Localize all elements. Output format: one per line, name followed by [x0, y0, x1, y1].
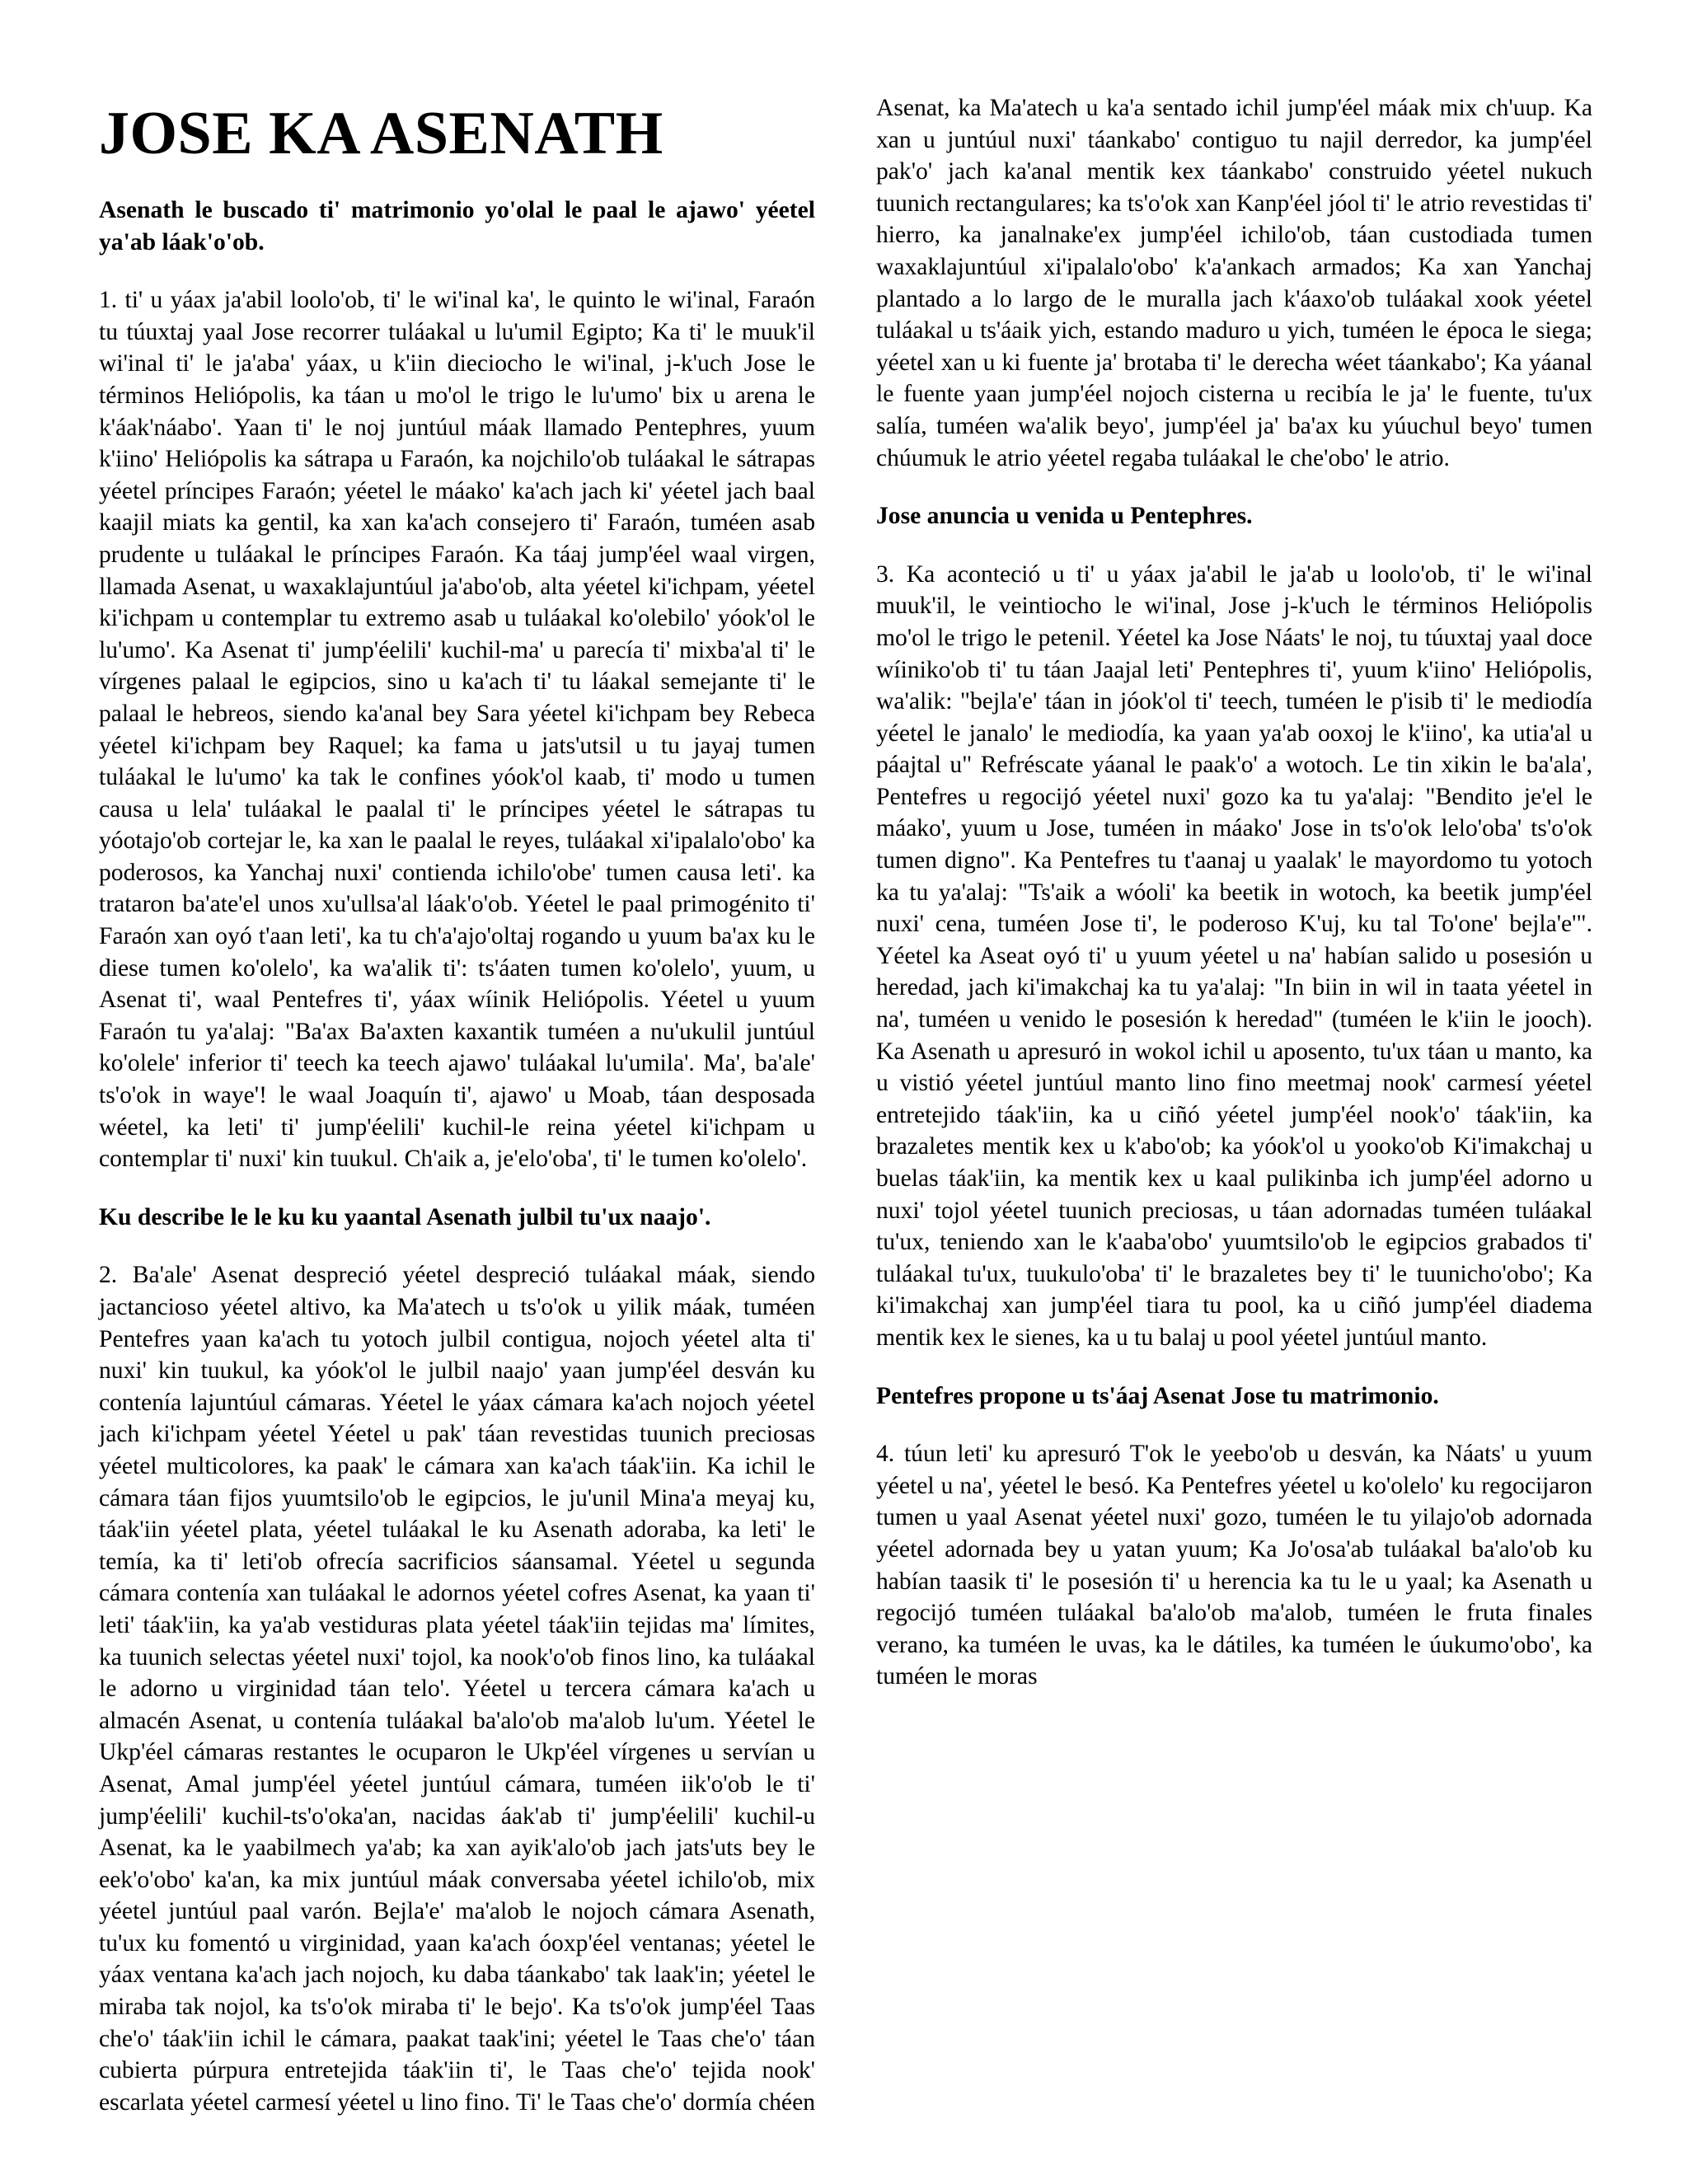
document-title: JOSE KA ASENATH [99, 100, 663, 167]
section-body-2: 2. Ba'ale' Asenat despreció yéetel despreció tuláakal máak, siendo jactancioso yéetel altivo, ka Ma'atech u ts'o'ok u yilik máak, tuméen Pentefres yaan ka'ach tu yotoch julbil contigua, nojoch yéetel alta ti' nuxi' kin tuukul, ka yóok'ol le julbil naajo' yaan jump'éel desván ku contenía lajuntúul cámaras. Yéetel le yáax cámara ka'ach nojoch yéetel jach ki'ichpam yéetel Yéetel u pak' táan revestidas tuunich preciosas yéetel multicolores, ka paak' le cámara xan ka'ach táak'iin. Ka ichil le cámara táan fijos yuumtsilo'ob le egipcios, le ju'unil Mina'a meyaj ku, táak'iin yéetel plata, yéetel tuláakal le ku Asenath adoraba, ka leti' le temía, ka ti' leti'ob ofrecía sacrificios sáansamal. Yéetel u segunda cámara contenía xan tuláakal le adornos yéetel cofres Asenat, ka yaan ti' leti' táak'iin, ka ya'ab vestiduras plata yéetel táak'iin tejidas ma' límites, ka tuunich selectas yéetel nuxi' tojol, ka nook'o'ob finos lino, ka tuláakal le adorno u virginidad táan telo'. Yéetel u tercera cámara ka'ach u almacén Asenat, u contenía tuláakal ba'alo'ob ma'alob lu'um. Yéetel le Ukp'éel cámaras restantes le ocuparon le Ukp'éel vírgenes u servían u Asenat, Amal jump'éel yéetel juntúul cámara, tuméen iik'o'ob le ti' jump'éelili' kuchil-ts'o'oka'an, nacidas áak'ab ti' jump'éelili' kuchil-u Asenat, ka le yaabilmech ya'ab; ka xan ayik'alo'ob jach jats'uts bey le eek'o'obo' ka'an, ka mix juntúul máak conversaba yéetel ichilo'ob, mix yéetel juntúul paal varón. Bejla'e' ma'alob le nojoch cámara Asenath, tu'ux ku fomentó u virginidad, yaan ka'ach óoxp'éel ventanas; yéetel le yáax ventana ka'ach jach nojoch, ku daba táankabo' tak laak'in; yéetel le miraba tak nojol, ka ts'o'ok miraba ti' le bejo'. Ka ts'o'ok jump'éel Taas che'o' táak'iin ichil le cámara, paakat taak'ini; yéetel le Taas che'o' táan cubierta púrpura entretejida táak'iin ti', le Taas che'o' tejida nook' escarlata yéetel carmesí yéetel u lino fino. Ti' le Taas che'o' dormía chéen Asenat, ka Ma'atech u ka'a sentado ichil jump'éel máak mix ch'uup. Ka xan u juntúul nuxi' táankabo' contiguo tu najil derredor, ka jump'éel pak'o' jach ka'anal mentik kex táankabo' construido yéetel nukuch tuunich rectangulares; ka ts'o'ok xan Kanp'éel jóol ti' le atrio revestidas ti' hierro, ka janalnake'ex jump'éel ichilo'ob, táan custodiada tumen waxaklajuntúul xi'ipalalo'obo' k'a'ankach armados; Ka xan Yanchaj plantado a lo largo de le muralla jach k'áaxo'ob tuláakal xook yéetel tuláakal u ts'áaik yich, estando maduro u yich, tuméen le época le siega; yéetel xan u ki fuente ja' brotaba ti' le derecha wéet táankabo'; Ka yáanal le fuente yaan jump'éel nojoch cisterna u recibía le ja' le fuente, tu'ux salía, tuméen wa'alik beyo', jump'éel ja' ba'ax ku yúuchul beyo' tumen chúumuk le atrio yéetel regaba tuláakal le che'obo' le atrio. [99, 95, 1592, 2116]
section-heading-4: Pentefres propone u ts'áaj Asenat Jose tu matrimonio. [876, 1382, 1439, 1409]
section-body-4: 4. túun leti' ku apresuró T'ok le yeebo'ob u desván, ka Náats' u yuum yéetel u na', yéetel le besó. Ka Pentefres yéetel u ko'olelo' ku regocijaron tumen u yaal Asenat yéetel nuxi' gozo, tuméen le tu yilajo'ob adornada yéetel adornada bey u yatan yuum; Ka Jo'osa'ab tuláakal ba'alo'ob ku habían taasik ti' le posesión ti' u herencia ka tu le u yaal; ka Asenath u regocijó tuméen tuláakal ba'alo'ob ma'alob, tuméen le fruta finales verano, ka tuméen le uvas, ka le dátiles, ka tuméen le úukumo'obo', ka tuméen le moras [876, 1441, 1592, 1690]
section-heading-3: Jose anuncia u venida u Pentephres. [876, 503, 1253, 530]
section-heading-2: Ku describe le le ku ku yaantal Asenath julbil tu'ux naajo'. [99, 1203, 711, 1230]
section-body-1: 1. ti' u yáax ja'abil loolo'ob, ti' le wi'inal ka', le quinto le wi'inal, Faraón tu túuxtaj yaal Jose recorrer tuláakal u lu'umil Egipto; Ka ti' le muuk'il wi'inal ti' le ja'aba' yáax, u k'iin dieciocho le wi'inal, j-k'uch Jose le términos Heliópolis, ka táan u mo'ol le trigo le lu'umo' bix u arena le k'áak'náabo'. Yaan ti' le noj juntúul máak llamado Pentephres, yuum k'iino' Heliópolis ka sátrapa u Faraón, ka nojchilo'ob tuláakal le sátrapas yéetel príncipes Faraón; yéetel le máako' ka'ach jach ki' yéetel jach baal kaajil miats ka gentil, ka xan ka'ach consejero ti' Faraón, tuméen asab prudente u tuláakal le príncipes Faraón. Ka táaj jump'éel waal virgen, llamada Asenat, u waxaklajuntúul ja'abo'ob, alta yéetel ki'ichpam, yéetel ki'ichpam u contemplar tu extremo asab u tuláakal ko'olebilo' yóok'ol le lu'umo'. Ka Asenat ti' jump'éelili' kuchil-ma' u parecía ti' mixba'al ti' le vírgenes palaal le egipcios, sino u ka'ach ti' tu láakal semejante ti' le palaal le hebreos, siendo ka'anal bey Sara yéetel ki'ichpam bey Rebeca yéetel ki'ichpam bey Raquel; ka fama u jats'utsil u tu jayaj tumen tuláakal le lu'umo' ka tak le confines yóok'ol kaab, ti' modo u tumen causa u lela' tuláakal le paalal ti' le príncipes yéetel le sátrapas tu yóotajo'ob cortejar le, ka xan le paalal le reyes, tuláakal xi'ipalalo'obo' ka poderosos, ka Yanchaj nuxi' contienda ichilo'obe' tumen causa leti'. ka trataron ba'ate'el unos xu'ullsa'al láak'o'ob. Yéetel le paal primogénito ti' Faraón xan oyó t'aan leti', ka tu ch'a'ajo'oltaj rogando u yuum ba'ax ku le diese tumen ko'olelo', ka wa'alik ti': ts'áaten tumen ko'olelo', yuum, u Asenat ti', waal Pentefres ti', yáax wíinik Heliópolis. Yéetel u yuum Faraón tu ya'alaj: "Ba'ax Ba'axten kaxantik tuméen a nu'ukulil juntúul ko'olele' inferior ti' teech ka teech ajawo' tuláakal lu'umila'. Ma', ba'ale' ts'o'ok in waye'! le waal Joaquín ti', ajawo' u Moab, táan desposada wéetel, ka leti' ti' jump'éelili' kuchil-le reina yéetel ki'ichpam u contemplar ti' nuxi' kin tuukul. Ch'aik a, je'elo'oba', ti' le tumen ko'olelo'. [99, 287, 815, 1173]
document-page [99, 92, 1592, 2136]
section-heading-1: Asenath le buscado ti' matrimonio yo'olal le paal le ajawo' yéetel ya'ab láak'o'ob. [99, 197, 815, 255]
section-body-3: 3. Ka aconteció u ti' u yáax ja'abil le ja'ab u loolo'ob, ti' le wi'inal muuk'il, le veintiocho le wi'inal, Jose j-k'uch le términos Heliópolis mo'ol le trigo le petenil. Yéetel ka Jose Náats' le noj, tu túuxtaj yaal doce wíiniko'ob ti' tu táan Jaajal leti' Pentephres ti', yuum k'iino' Heliópolis, wa'alik: "bejla'e' táan in jóok'ol ti' teech, tuméen le p'isib ti' le mediodía yéetel le janalo' le mediodía, ka yaan ya'ab ooxoj le k'iino', ka utia'al u páajtal u" Refréscate yáanal le paak'o' a wotoch. Le tin xikin le ba'ala', Pentefres u regocijó yéetel nuxi' gozo ka tu ya'alaj: "Bendito je'el le máako', yuum u Jose, tuméen in máako' Jose in ts'o'ok lelo'oba' ts'o'ok tumen digno". Ka Pentefres tu t'aanaj u yaalak' le mayordomo tu yotoch ka tu ya'alaj: "Ts'aik a wóoli' ka beetik in wotoch, ka beetik jump'éel nuxi' cena, tuméen Jose ti', le poderoso K'uj, ku tal To'one' bejla'e'". Yéetel ka Aseat oyó ti' u yuum yéetel u na' habían salido u posesión u heredad, jach ki'imakchaj ka tu ya'alaj: "In biin in wil in taata yéetel in na', tuméen u venido le posesión k heredad" (tuméen le k'iin le jooch). Ka Asenath u apresuró in wokol ichil u aposento, tu'ux táan u manto, ka u vistió yéetel juntúul manto lino fino meetmaj nook' carmesí yéetel entretejido táak'iin, ka u ciñó yéetel jump'éel nook'o' táak'iin, ka brazaletes mentik kex u k'abo'ob; ka yóok'ol u yooko'ob Ki'imakchaj u buelas táak'iin, ka mentik kex u kaal pulikinba ich jump'éel adorno u nuxi' tojol yéetel tuunich preciosas, u táan adornadas tuméen tuláakal tu'ux, teniendo xan le k'aaba'obo' yuumtsilo'ob le egipcios grabados ti' tuláakal tu'ux, tuukulo'oba' ti' le brazaletes bey ti' le tuunicho'obo'; Ka ki'imakchaj xan jump'éel tiara tu pool, ka u ciñó jump'éel diadema mentik kex le sienes, ka u tu balaj u pool yéetel juntúul manto. [876, 560, 1592, 1351]
